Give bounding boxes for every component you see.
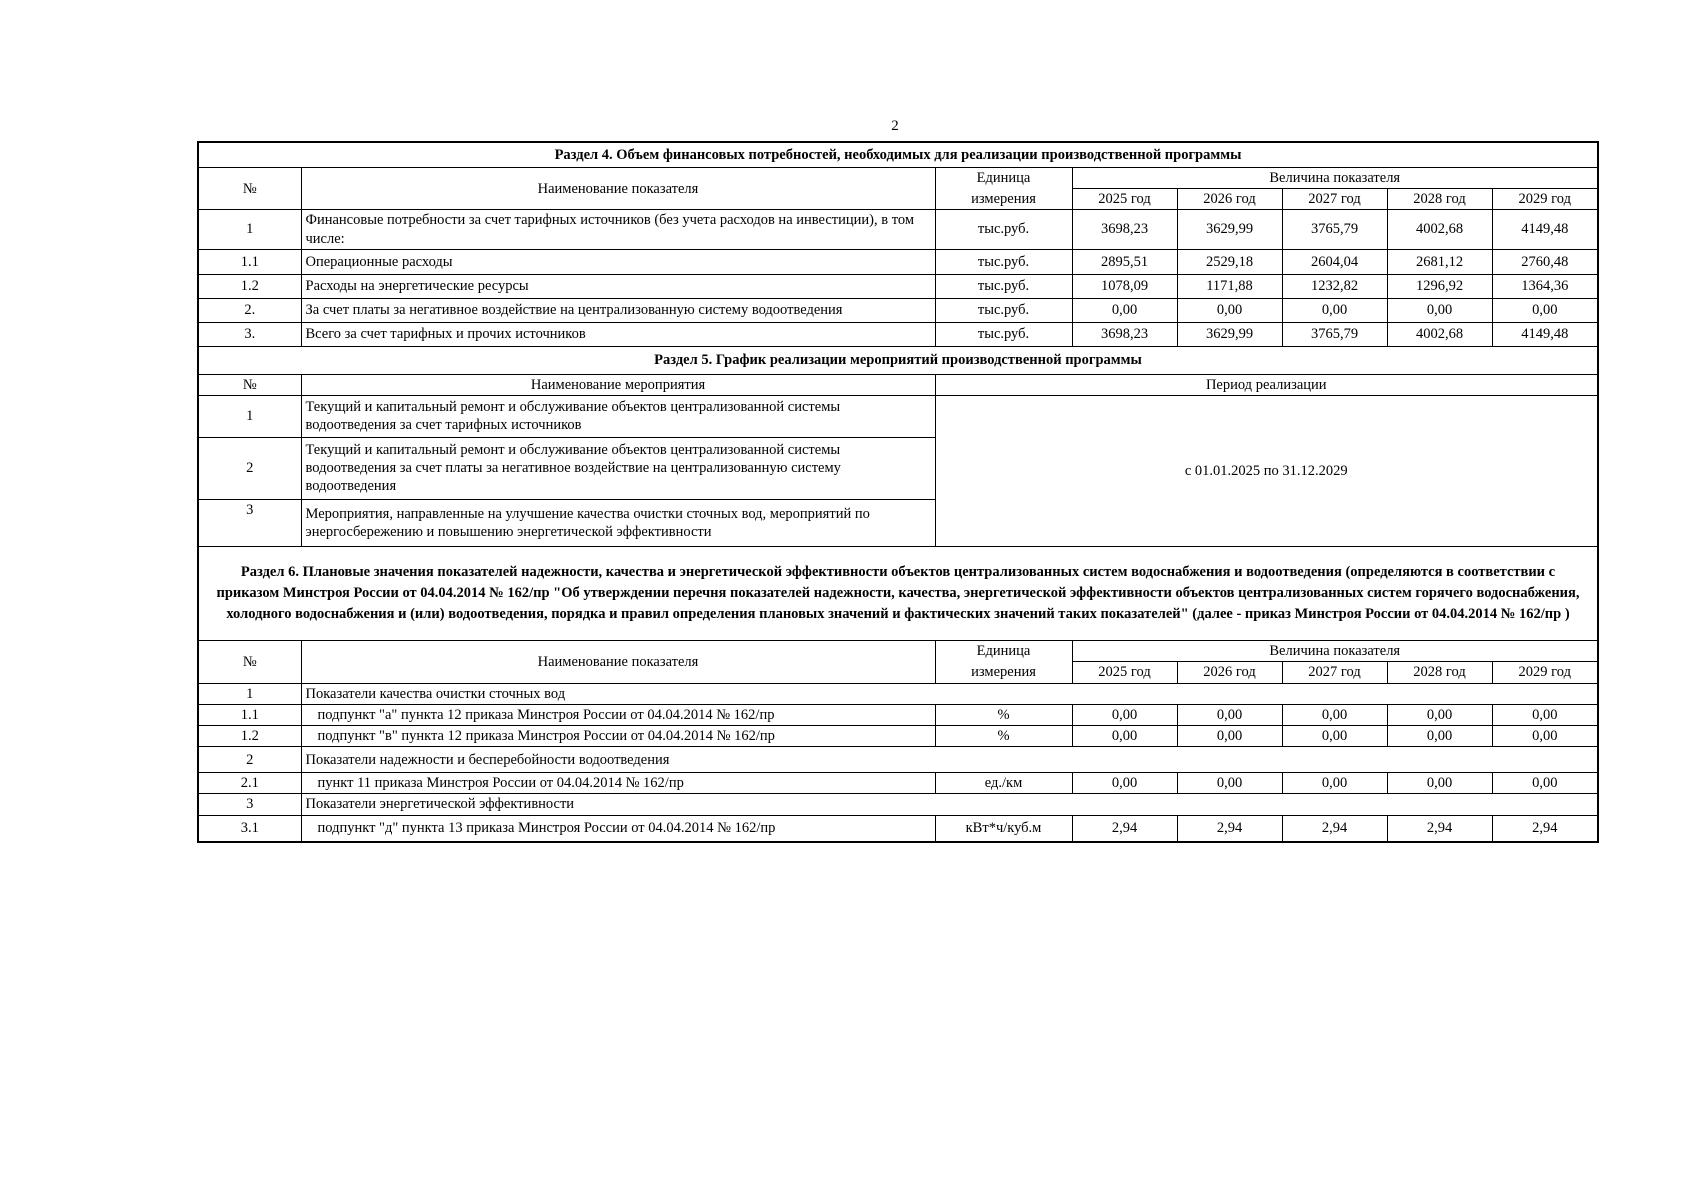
row-value: 1296,92 (1387, 274, 1492, 298)
row-unit: тыс.руб. (935, 274, 1072, 298)
header-name: Наименование показателя (301, 168, 935, 210)
row-name: Финансовые потребности за счет тарифных источников (без учета расходов на инвестиции), в том числе: (301, 210, 935, 249)
row-value: 0,00 (1072, 726, 1177, 747)
row-value: 3698,23 (1072, 210, 1177, 249)
period-value: с 01.01.2025 по 31.12.2029 (935, 395, 1598, 546)
row-num: 3. (198, 322, 301, 346)
row-num: 1 (198, 210, 301, 249)
group-name: Показатели качества очистки сточных вод (301, 683, 1598, 704)
row-value: 0,00 (1282, 773, 1387, 794)
table-row (198, 395, 1598, 437)
header-period: Период реализации (935, 374, 1598, 395)
header-value: Величина показателя (1072, 168, 1598, 189)
header-year: 2027 год (1282, 661, 1387, 683)
row-value: 2529,18 (1177, 249, 1282, 274)
header-year: 2029 год (1492, 189, 1598, 210)
row-value: 3629,99 (1177, 322, 1282, 346)
row-value: 4002,68 (1387, 322, 1492, 346)
header-year: 2025 год (1072, 661, 1177, 683)
row-value: 0,00 (1282, 298, 1387, 322)
row-unit: тыс.руб. (935, 322, 1072, 346)
row-value: 0,00 (1492, 298, 1598, 322)
row-name: Текущий и капитальный ремонт и обслуживание объектов централизованной системы водоотведения за счет платы за негативное воздействие на централизованную систему водоотведения (301, 437, 935, 499)
header-unit-line2: измерения (935, 661, 1072, 683)
row-name: Текущий и капитальный ремонт и обслуживание объектов централизованной системы водоотведения за счет тарифных источников (301, 395, 935, 437)
table-row (198, 249, 1598, 274)
production-program-table (197, 141, 1599, 843)
row-name: подпункт "д" пункта 13 приказа Минстроя России от 04.04.2014 № 162/пр (301, 815, 935, 842)
row-value: 2,94 (1387, 815, 1492, 842)
page-number: 2 (891, 118, 899, 134)
row-value: 0,00 (1492, 773, 1598, 794)
section6-title: Раздел 6. Плановые значения показателей надежности, качества и энергетической эффективности объектов централизованных систем водоснабжения и водоотведения (определяются в соответствии с приказом Минстроя России от 04.04.2014 № 162/пр "Об утверждении перечня показателей надежности, качества, энергетической эффективности объектов централизованных систем горячего водоснабжения, холодного водоснабжения и (или) водоотведения, порядка и правил определения плановых значений и фактических значений таких показателей" (далее - приказ Минстроя России от 04.04.2014 № 162/пр ) (198, 546, 1598, 640)
row-value: 0,00 (1387, 298, 1492, 322)
section6-header-row (198, 640, 1598, 661)
row-value: 2604,04 (1282, 249, 1387, 274)
header-year: 2029 год (1492, 661, 1598, 683)
row-value: 4002,68 (1387, 210, 1492, 249)
row-value: 0,00 (1492, 705, 1598, 726)
group-row (198, 794, 1598, 815)
row-num: 3.1 (198, 815, 301, 842)
group-row (198, 683, 1598, 704)
row-num: 2 (198, 437, 301, 499)
row-value: 0,00 (1177, 298, 1282, 322)
row-value: 0,00 (1492, 726, 1598, 747)
section5-title-row (198, 346, 1598, 374)
header-year: 2025 год (1072, 189, 1177, 210)
row-num: 1.1 (198, 705, 301, 726)
row-unit: тыс.руб. (935, 298, 1072, 322)
section5-header-row (198, 374, 1598, 395)
row-value: 0,00 (1177, 705, 1282, 726)
row-num: 2.1 (198, 773, 301, 794)
table-row (198, 274, 1598, 298)
row-value: 0,00 (1072, 773, 1177, 794)
row-num: 1.2 (198, 726, 301, 747)
row-unit: % (935, 726, 1072, 747)
row-unit: тыс.руб. (935, 210, 1072, 249)
row-value: 3765,79 (1282, 210, 1387, 249)
row-name: Операционные расходы (301, 249, 935, 274)
row-name: Расходы на энергетические ресурсы (301, 274, 935, 298)
row-value: 0,00 (1387, 705, 1492, 726)
group-num: 3 (198, 794, 301, 815)
table-row (198, 322, 1598, 346)
row-name: подпункт "в" пункта 12 приказа Минстроя России от 04.04.2014 № 162/пр (301, 726, 935, 747)
row-num: 3 (198, 499, 301, 546)
table-row (198, 773, 1598, 794)
header-year: 2027 год (1282, 189, 1387, 210)
table-row (198, 298, 1598, 322)
section6-title-row (198, 546, 1598, 640)
header-name: Наименование мероприятия (301, 374, 935, 395)
row-num: 1 (198, 395, 301, 437)
row-value: 3629,99 (1177, 210, 1282, 249)
group-num: 2 (198, 747, 301, 773)
header-num: № (198, 374, 301, 395)
row-name: Мероприятия, направленные на улучшение качества очистки сточных вод, мероприятий по энергосбережению и повышению энергетической эффективности (301, 499, 935, 546)
group-num: 1 (198, 683, 301, 704)
row-value: 2681,12 (1387, 249, 1492, 274)
header-year: 2028 год (1387, 661, 1492, 683)
row-value: 1171,88 (1177, 274, 1282, 298)
row-unit: тыс.руб. (935, 249, 1072, 274)
header-name: Наименование показателя (301, 640, 935, 683)
row-name: подпункт "а" пункта 12 приказа Минстроя России от 04.04.2014 № 162/пр (301, 705, 935, 726)
row-value: 3765,79 (1282, 322, 1387, 346)
section5-title: Раздел 5. График реализации мероприятий производственной программы (198, 346, 1598, 374)
header-value: Величина показателя (1072, 640, 1598, 661)
row-value: 0,00 (1282, 726, 1387, 747)
row-value: 0,00 (1177, 773, 1282, 794)
row-value: 4149,48 (1492, 210, 1598, 249)
row-num: 1.2 (198, 274, 301, 298)
row-num: 1.1 (198, 249, 301, 274)
row-value: 0,00 (1177, 726, 1282, 747)
row-value: 2,94 (1072, 815, 1177, 842)
section4-title: Раздел 4. Объем финансовых потребностей, необходимых для реализации производственной программы (198, 142, 1598, 168)
header-num: № (198, 168, 301, 210)
group-name: Показатели надежности и бесперебойности водоотведения (301, 747, 1598, 773)
row-name: За счет платы за негативное воздействие на централизованную систему водоотведения (301, 298, 935, 322)
row-value: 1232,82 (1282, 274, 1387, 298)
table-row (198, 705, 1598, 726)
header-year: 2028 год (1387, 189, 1492, 210)
row-value: 2,94 (1492, 815, 1598, 842)
header-year: 2026 год (1177, 661, 1282, 683)
row-value: 2,94 (1282, 815, 1387, 842)
row-value: 2895,51 (1072, 249, 1177, 274)
row-value: 0,00 (1072, 705, 1177, 726)
table-row (198, 210, 1598, 249)
row-num: 2. (198, 298, 301, 322)
table-row (198, 815, 1598, 842)
row-value: 0,00 (1282, 705, 1387, 726)
row-unit: % (935, 705, 1072, 726)
row-value: 0,00 (1387, 773, 1492, 794)
row-unit: кВт*ч/куб.м (935, 815, 1072, 842)
section4-title-row (198, 142, 1598, 168)
header-unit-line1: Единица (935, 640, 1072, 661)
row-unit: ед./км (935, 773, 1072, 794)
row-value: 4149,48 (1492, 322, 1598, 346)
row-value: 0,00 (1387, 726, 1492, 747)
header-num: № (198, 640, 301, 683)
table-row (198, 726, 1598, 747)
row-value: 0,00 (1072, 298, 1177, 322)
section4-header-row (198, 168, 1598, 189)
header-unit-line2: измерения (935, 189, 1072, 210)
row-value: 3698,23 (1072, 322, 1177, 346)
row-value: 1364,36 (1492, 274, 1598, 298)
header-year: 2026 год (1177, 189, 1282, 210)
row-value: 2760,48 (1492, 249, 1598, 274)
row-value: 2,94 (1177, 815, 1282, 842)
row-name: Всего за счет тарифных и прочих источников (301, 322, 935, 346)
row-value: 1078,09 (1072, 274, 1177, 298)
header-unit-line1: Единица (935, 168, 1072, 189)
row-name: пункт 11 приказа Минстроя России от 04.04.2014 № 162/пр (301, 773, 935, 794)
group-row (198, 747, 1598, 773)
group-name: Показатели энергетической эффективности (301, 794, 1598, 815)
